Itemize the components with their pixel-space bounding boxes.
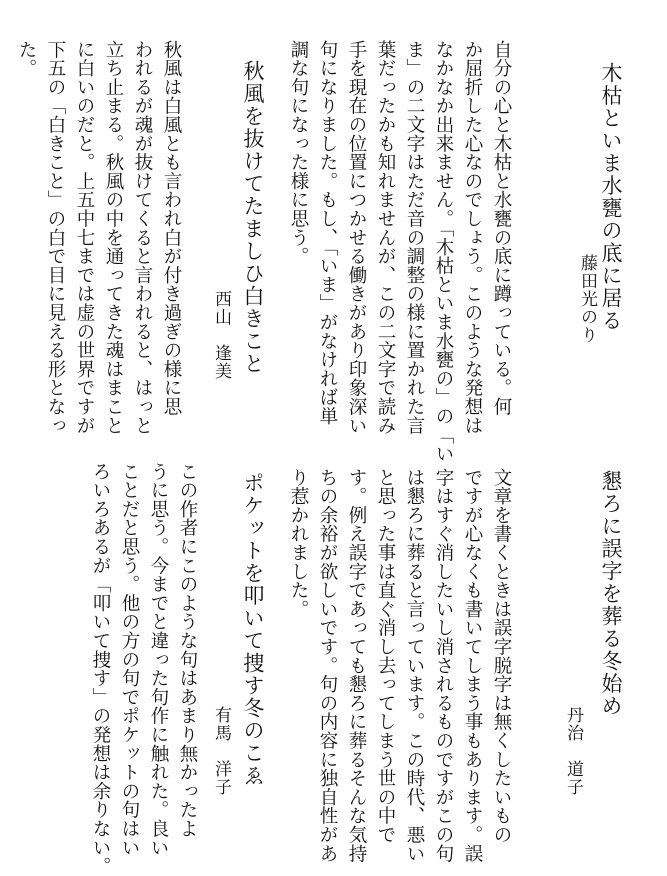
commentary-line: 句になりました。もし、「いま」がなければ単 xyxy=(317,40,338,426)
commentary-line: なかなか出来ません。「木枯といま水甕の」の「い xyxy=(433,40,454,464)
commentary-line: 字はすぐ消したいし消されるものですがこの句 xyxy=(433,468,454,863)
commentary-line: 文章を書くときは誤字脱字は無くしたいもの xyxy=(491,468,512,844)
haiku-author: 西山 逢美 xyxy=(211,290,231,380)
haiku-author: 藤田光のり xyxy=(577,254,597,344)
commentary-body xyxy=(284,468,516,863)
commentary-line: 自分の心と木枯と水甕の底に蹲っている。何 xyxy=(491,40,512,416)
commentary-line: うに思う。今までと違った句作に触れた。良い xyxy=(148,462,169,857)
commentary-line: す。例え誤字であっても懇ろに葬るそんな気持 xyxy=(346,468,367,863)
commentary-line: ですが心なくも書いてしまう事もあります。誤 xyxy=(462,468,483,863)
commentary-body xyxy=(86,462,202,876)
commentary-line: 下五の「白きこと」の白で目に見える形となっ xyxy=(45,40,66,435)
commentary-line: 秋風は白風とも言われ白が付き過ぎの様に思 xyxy=(161,40,182,416)
haiku-title: 木枯といま水甕の底に居る xyxy=(599,62,623,332)
commentary-line: この作者にこのような句はあまり無かったよ xyxy=(177,462,198,838)
commentary-line: ことだと思う。他の方の句でポケットの句はい xyxy=(119,462,140,857)
commentary-line: ちの余裕が欲しいです。句の内容に独自性があ xyxy=(317,468,338,863)
haiku-author: 丹治 道子 xyxy=(563,706,583,796)
commentary-line: われるが魂が抜けてくると言われると、はっと xyxy=(132,40,153,435)
commentary-line: 立ち止まる。秋風の中を通ってきた魂はまこと xyxy=(103,40,124,435)
commentary-line: ろいろあるが「叩いて捜す」の発想は余りない。 xyxy=(90,462,111,876)
haiku-title: 秋風を抜けてたましひ白きこと xyxy=(241,60,265,375)
haiku-title: ポケットを叩いて捜す冬のこゑ xyxy=(241,472,265,787)
commentary-line: 手を現在の位置につかせる働きがあり印象深い xyxy=(346,40,367,435)
commentary-line: ま」の二文字はただ音の調整の様に置かれた言 xyxy=(404,40,425,435)
commentary-body xyxy=(284,40,516,463)
commentary-line: に白いのだと。上五中七までは虚の世界ですが xyxy=(74,40,95,435)
commentary-line: 調な句になった様に思う。 xyxy=(288,40,309,266)
commentary-line: た。 xyxy=(16,40,37,78)
commentary-line: か屈折した心なのでしょう。このような発想は xyxy=(462,40,483,435)
haiku-author: 有馬 洋子 xyxy=(211,706,231,796)
commentary-body xyxy=(12,40,186,435)
haiku-title: 懇ろに誤字を葬る冬始め xyxy=(599,470,623,718)
commentary-line: と思った事は直ぐ消し去ってしまう世の中で xyxy=(375,468,396,844)
commentary-line: 葉だったかも知れませんが、この二文字で読み xyxy=(375,40,396,435)
commentary-line: り惹かれました。 xyxy=(288,468,309,619)
commentary-line: は懇ろに葬ると言っています。この時代、悪い xyxy=(404,468,425,863)
